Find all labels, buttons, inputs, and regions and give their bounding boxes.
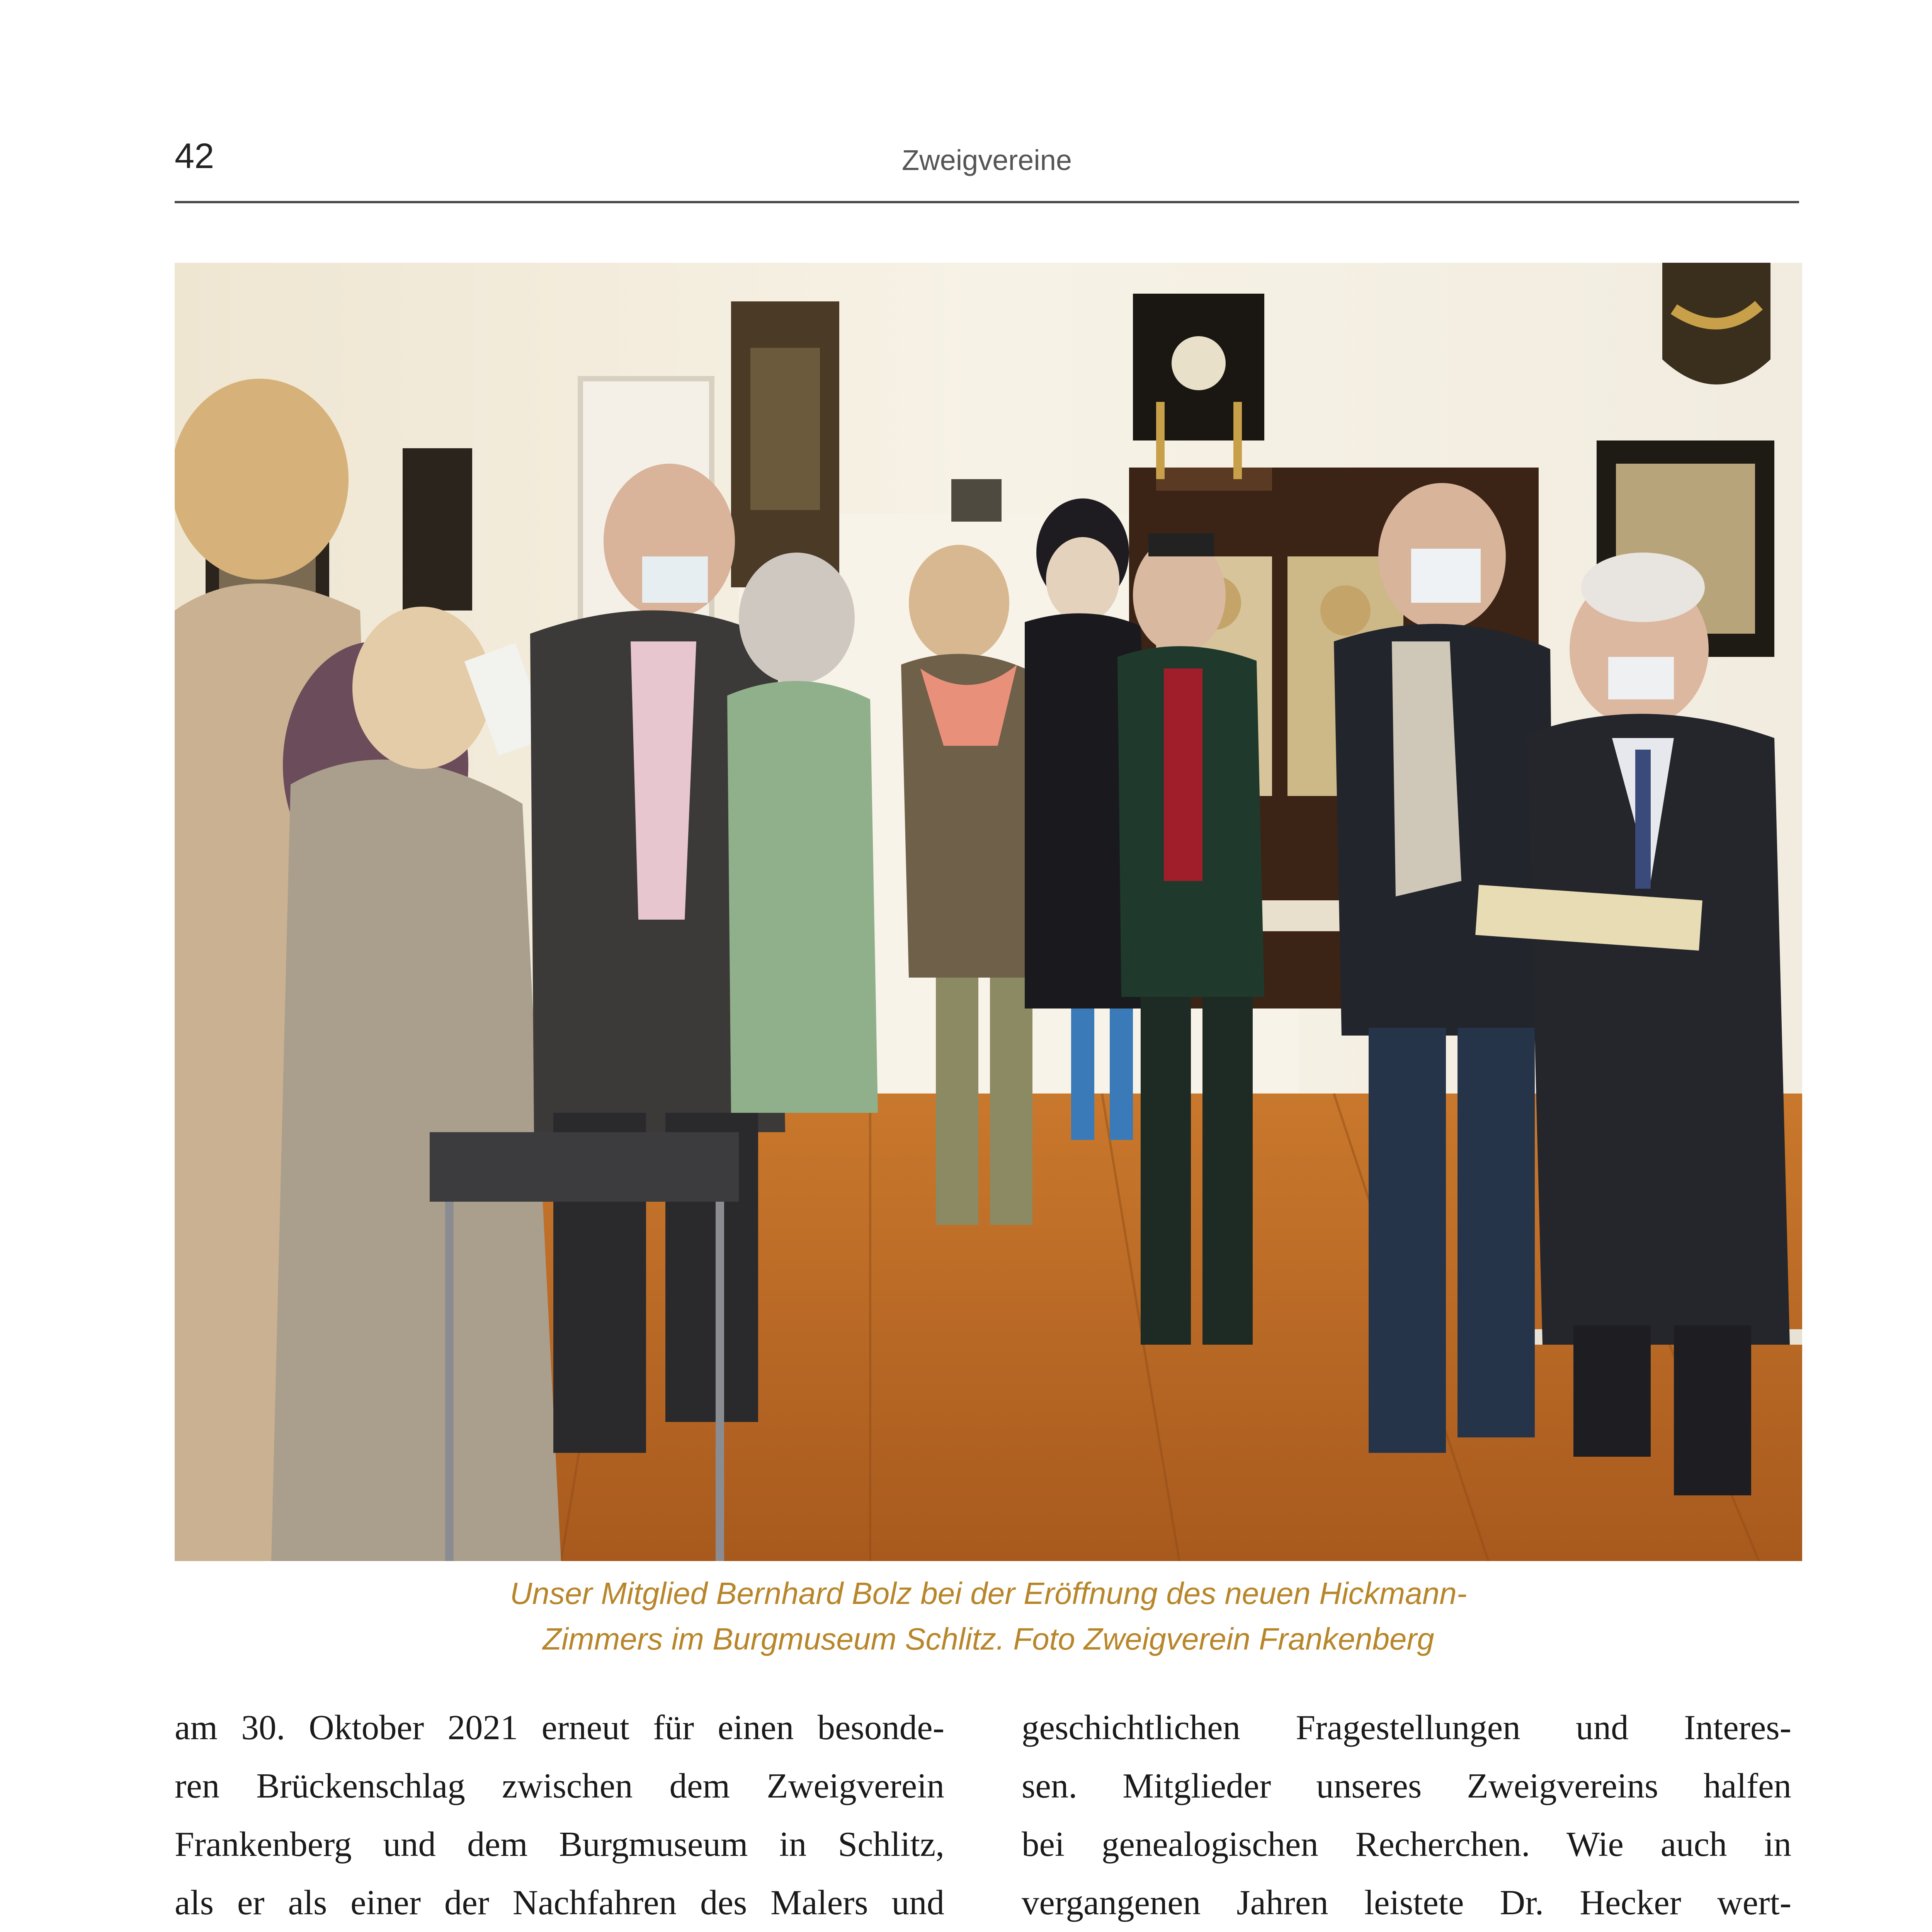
running-title: Zweigvereine [901, 144, 1072, 176]
photo-caption [175, 1571, 1802, 1662]
photo-illustration [175, 263, 1802, 1561]
text-line: bei genealogischen Recherchen. Wie auch in [1022, 1825, 1791, 1864]
caption-line: Zimmers im Burgmuseum Schlitz. Foto Zweigverein Frankenberg [543, 1622, 1434, 1656]
text-line: als er als einer der Nachfahren des Malers und [175, 1883, 944, 1922]
text-line: vergangenen Jahren leistete Dr. Hecker wert- [1022, 1883, 1791, 1922]
text-column-left [175, 1698, 944, 1932]
text-line: sen. Mitglieder unseres Zweigvereins halfen [1022, 1766, 1791, 1805]
text-line: am 30. Oktober 2021 erneut für einen besonde- [175, 1708, 944, 1747]
text-line: geschichtlichen Fragestellungen und Interes- [1022, 1708, 1791, 1747]
text-line: ren Brückenschlag zwischen dem Zweigverein [175, 1766, 944, 1805]
page-number: 42 [175, 136, 214, 176]
group-photo [175, 263, 1802, 1561]
caption-line: Unser Mitglied Bernhard Bolz bei der Eröffnung des neuen Hickmann- [510, 1576, 1467, 1611]
text-column-right [1022, 1698, 1791, 1932]
page-header [175, 136, 1799, 203]
text-line: Frankenberg und dem Burgmuseum in Schlitz, [175, 1825, 944, 1864]
